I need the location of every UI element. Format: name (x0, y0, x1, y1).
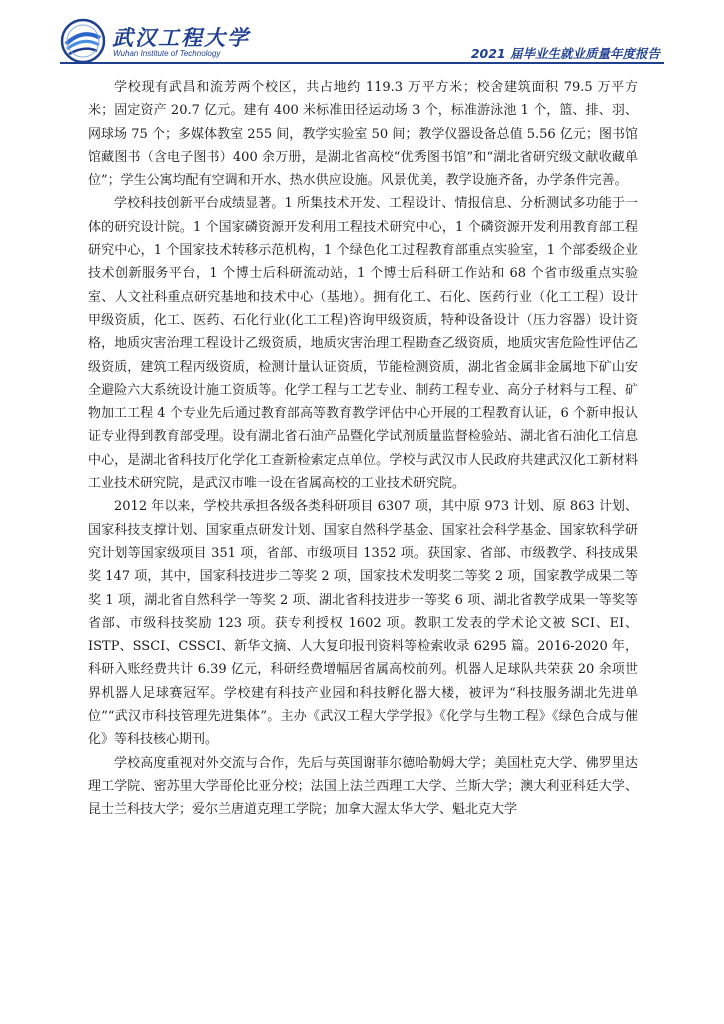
university-english-name: Wuhan Institute of Technology (113, 49, 221, 58)
page-header (60, 18, 664, 64)
paragraph-research-platforms: 学校科技创新平台成绩显著。1 所集技术开发、工程设计、情报信息、分析测试多功能于一体的研究设计院。1 个国家磷资源开发利用工程技术研究中心，1 个磷资源开发利用教育部工程研究中心，1 个国家技术转移示范机构，1 个绿色化工过程教育部重点实验室，1 个部委级企业技术创新服务平台，1 个博士后科研流动站，1 个博士后科研工作站和 68 个省市级重点实验室、人文社科重点研究基地和技术中心（基地）。拥有化工、石化、医药行业（化工工程）设计甲级资质，化工、医药、石化行业(化工工程)咨询甲级资质，特种设备设计（压力容器）设计资格，地质灾害治理工程设计乙级资质，地质灾害治理工程勘查乙级资质，地质灾害危险性评估乙级资质，建筑工程丙级资质，检测计量认证资质，节能检测资质，湖北省金属非金属地下矿山安全避险六大系统设计施工资质等。化学工程与工艺专业、制药工程专业、高分子材料与工程、矿物加工工程 4 个专业先后通过教育部高等教育教学评估中心开展的工程教育认证，6 个新申报认证专业得到教育部受理。设有湖北省石油产品暨化学试剂质量监督检验站、湖北省石油化工信息中心，是湖北省科技厅化学化工查新检索定点单位。学校与武汉市人民政府共建武汉化工新材料工业技术研究院，是武汉市唯一设在省属高校的工业技术研究院。 (88, 196, 638, 492)
university-name: 武汉工程大学 (112, 25, 250, 50)
paragraph-international-exchange: 学校高度重视对外交流与合作，先后与英国谢菲尔德哈勒姆大学；美国杜克大学、佛罗里达理工学院、密苏里大学哥伦比亚分校；法国上法兰西理工大学、兰斯大学；澳大利亚科廷大学、昆士兰科技大学；爱尔兰唐道克理工学院；加拿大渥太华大学、魁北克大学 (88, 755, 638, 818)
header-divider (60, 62, 664, 64)
university-emblem-icon (60, 18, 106, 64)
body-text (88, 76, 638, 822)
paragraph-campus-facilities: 学校现有武昌和流芳两个校区，共占地约 119.3 万平方米；校舍建筑面积 79.5 万平方米；固定资产 20.7 亿元。建有 400 米标准田径运动场 3 个，标准游泳池 1 个，篮、排、羽、网球场 75 个；多媒体教室 255 间，教学实验室 50 间；教学仪器设备总值 5.56 亿元；图书馆馆藏图书（含电子图书）400 余万册，是湖北省高校“优秀图书馆”和“湖北省研究级文献收藏单位”；学生公寓均配有空调和开水、热水供应设施。风景优美，教学设施齐备，办学条件完善。 (88, 80, 638, 189)
report-title: 2021 届毕业生就业质量年度报告 (470, 46, 660, 61)
paragraph-research-achievements: 2012 年以来，学校共承担各级各类科研项目 6307 项，其中原 973 计划、原 863 计划、国家科技支撑计划、国家重点研发计划、国家自然科学基金、国家社会科学基金、国家软科学研究计划等国家级项目 351 项，省部、市级项目 1352 项。获国家、省部、市级教学、科技成果奖 147 项，其中，国家科技进步二等奖 2 项，国家技术发明奖二等奖 2 项，国家教学成果二等奖 1 项，湖北省自然科学一等奖 2 项、湖北省科技进步一等奖 6 项、湖北省教学成果一等奖等省部、市级科技奖励 123 项。获专利授权 1602 项。教职工发表的学术论文被 SCI、EI、ISTP、SSCI、CSSCI、新华文摘、人大复印报刊资料等检索收录 6295 篇。2016-2020 年，科研入账经费共计 6.39 亿元，科研经费增幅居省属高校前列。机器人足球队共荣获 20 余项世界机器人足球赛冠军。学校建有科技产业园和科技孵化器大楼，被评为“科技服务湖北先进单位”“武汉市科技管理先进集体”。主办《武汉工程大学学报》《化学与生物工程》《绿色合成与催化》等科技核心期刊。 (88, 499, 638, 748)
